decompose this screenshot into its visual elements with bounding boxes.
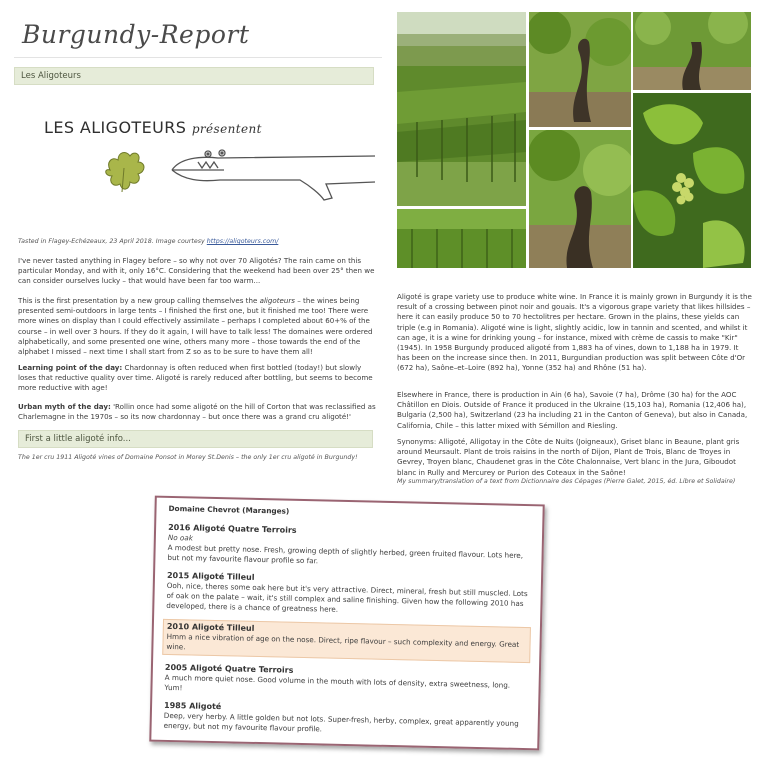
urban-myth-text: 'Rollin once had some aligoté on the hill of Corton that was reclassified as Charlemagne in the 1970s – so its now chardonnay – but once there was a grand cru aligoté!' [18,402,376,422]
wine-name: 2010 Aligoté Tilleul [166,621,255,633]
wine-entry-highlighted [162,619,531,663]
wine-note: Ooh, nice, theres some oak here but it's very attractive. Direct, mineral, fresh but still muscled. Lots of oak on the palate – wait, it's still complex and saline finishing. Given how the following 2010 has developed, there is a chance of greatness here. [166,580,528,614]
banner-caption-text: Tasted in Flagey-Echézeaux, 23 April 2018. Image courtesy [18,238,207,245]
banner-illustration [100,140,380,212]
wine-name: 1985 Aligoté [163,700,222,712]
site-title[interactable]: Burgundy-Report [22,20,250,49]
banner-title [44,118,262,137]
crocodile-drawing [172,150,375,200]
aligote-synonyms-paragraph: Synonyms: Alligoté, Alligotay in the Côte de Nuits (Joigneaux), Griset blanc in Beaune, plant gris around Meursault. Plant de trois raisins in the north of Dijon, Plant de Trois, Blanc de Troyes in Gevrey, Troyen blanc, Chaudenet gras in the Côte Chalonnaise, Vert blanc in the Jura, Giboudot blanc in Rully and Mercurey or Purion des Coteaux in the Saône! [397,437,740,477]
section-bar-les-aligoteurs: Les Aligoteurs [14,67,374,85]
presentation-paragraph [18,296,378,357]
presentation-text-end: – the wines being presented semi-outdoors in large tents – I finished the first one, but it finished me too! There were more wines on display than I could effectively assimilate – perhaps I completed about 60+% of the course – in well over 3 hours. If they do it again, I will have to talk less! The domaines were ordered alphabetically, and some presented one wine, others many more – those towards the end of the alphabet I missed – next time I shall start from Z so as to be sure to have them all! [18,296,373,357]
presentation-text-start: This is the first presentation by a new group calling themselves the [18,296,260,305]
wine-name: 2005 Aligoté Quatre Terroirs [164,662,294,675]
aligote-regions-paragraph: Elsewhere in France, there is production in Ain (6 ha), Savoie (7 ha), Drôme (30 ha) for the AOC Châtillon en Diois. Outside of France it produced in the Ukraine (15,103 ha), Romania (12,406 ha), Bulgaria (2,500 ha), Switzerland (23 ha including 21 in the Canton of Geneva), but also in Canada, California, Chile – this latter mixed with Sémillon and Riesling. [397,390,748,430]
wine-entry [164,701,527,739]
domaine-heading: Domaine Chevrot (Maranges) [168,503,290,516]
old-vine-trunk-photo [529,12,631,127]
wine-subnote: No oak [167,532,194,543]
banner-title-text: LES ALIGOTEURS [44,118,187,137]
learning-point-lead: Learning point of the day: [18,363,123,372]
vine-stumps-photo [633,12,751,90]
aligoteurs-link[interactable]: https://aligoteurs.com/ [206,238,279,245]
tasting-notes-card [149,496,544,751]
wine-entry [167,523,530,571]
title-divider [14,57,382,58]
section-bar-aligote-info: First a little aligoté info... [18,430,373,448]
urban-myth-lead: Urban myth of the day: [18,402,111,411]
wine-name: 2015 Aligoté Tilleul [166,570,255,582]
wine-note: Hmm a nice vibration of age on the nose. Direct, ripe flavour – such complexity and energy. Great wine. [166,631,520,652]
wine-note: A modest but pretty nose. Fresh, growing depth of slightly herbed, green fruited flavour. Lots here, but not my favourite flavour profile so far. [167,542,524,566]
wine-entry [166,571,529,619]
aligote-description-paragraph: Aligoté is grape variety use to produce white wine. In France it is mainly grown in Burgundy it is the result of a crossing between pinot noir and gouais. It's a vigorous grape variety that likes hillsides – here it can easily produce 50 to 70 hectolitres per hectare. Grown in the plains, these yields can triple (e.g in Romania). Aligoté wine is light, slightly acidic, low in tannin and scented, and whilst it can age, it is a wine for drinking young – for instance, mixed with crème de cassis to make "Kir" (1945). In 1958 Burgundy produced aligoté from 1,883 ha of vines, down to 1,188 ha in 1979. It has been on the increase since then. In 2011, Burgundian production was split between Côte d'Or (672 ha), Saône–et–Loire (892 ha), Yonne (352 ha) and Rhône (51 ha). [397,292,752,373]
gnarled-vine-photo [529,130,631,268]
urban-myth-paragraph [18,402,378,422]
learning-point-paragraph [18,363,378,394]
wine-entry [164,663,527,701]
wine-name: 2016 Aligoté Quatre Terroirs [168,522,297,535]
vine-leaf-icon [106,153,144,192]
banner-script-text: présentent [191,122,262,136]
learning-point-text: Chardonnay is often reduced when first bottled (today!) but slowly loses that reductive quality over time. Aligoté is rarely reduced after bottling, but seems to become more reductive with age! [18,363,373,393]
wine-note: Deep, very herby. A little golden but not lots. Super-fresh, herby, complex, great apparently young energy, but not my favourite flavour profile. [163,710,519,734]
intro-paragraph: I've never tasted anything in Flagey before – so why not over 70 Aligotés? The rain came on this particular Monday, and with it, only 16°C. Considering that the weekend had been over 25° then we can consider ourselves lucky – that would have been far too warm... [18,256,375,286]
banner-caption [18,238,378,246]
wine-note: A much more quiet nose. Good volume in the mouth with lots of density, extra sweetness, long. Yum! [164,672,511,693]
vineyard-landscape-photo [397,12,526,206]
ponsot-caption: The 1er cru 1911 Aligoté vines of Domaine Ponsot in Morey St.Denis – the only 1er cru aligoté in Burgundy! [18,454,358,461]
grape-cluster-photo [633,93,751,268]
vine-row-photo [397,209,526,268]
source-caption: My summary/translation of a text from Dictionnaire des Cépages (Pierre Galet, 2015, éd. Libre et Solidaire) [397,478,736,485]
aligoteurs-emphasis: aligoteurs [259,296,295,305]
